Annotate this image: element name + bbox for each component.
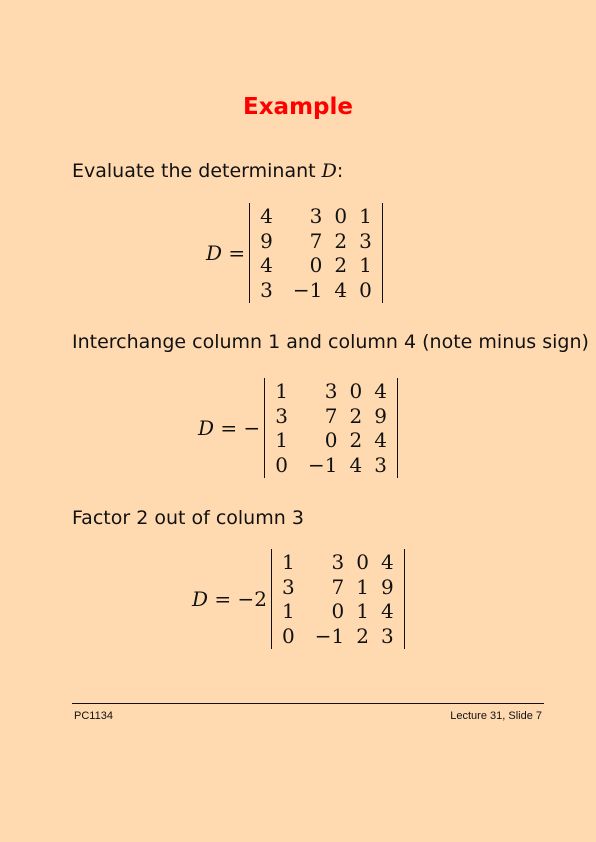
matrix-cell: 0 bbox=[309, 253, 323, 277]
matrix-cell: 9 bbox=[380, 574, 394, 599]
matrix-cell: 2 bbox=[356, 623, 369, 648]
matrix-cell: 1 bbox=[275, 428, 289, 452]
matrix-cell: 0 bbox=[356, 550, 369, 574]
intro-line bbox=[72, 160, 343, 182]
determinant-equation-2 bbox=[198, 378, 398, 478]
matrix-cell: 0 bbox=[331, 599, 345, 623]
matrix-cell: 0 bbox=[324, 428, 338, 452]
matrix-cell: 3 bbox=[282, 574, 295, 599]
matrix-cell: 3 bbox=[374, 452, 387, 477]
matrix-row bbox=[282, 599, 394, 624]
matrix-cell: 2 bbox=[349, 403, 363, 428]
matrix-cell: 4 bbox=[260, 253, 273, 277]
matrix-row bbox=[260, 253, 372, 278]
matrix-cell: −1 bbox=[308, 452, 338, 477]
matrix-cell: 3 bbox=[309, 204, 323, 228]
matrix-cell: 3 bbox=[324, 379, 338, 403]
matrix-cell: 1 bbox=[282, 599, 295, 623]
matrix-row bbox=[260, 204, 372, 229]
matrix-row bbox=[275, 404, 387, 429]
matrix-cell: 1 bbox=[275, 379, 289, 403]
matrix-cell: 7 bbox=[309, 228, 323, 253]
matrix-cell: 3 bbox=[260, 277, 273, 302]
determinant-matrix bbox=[249, 203, 383, 303]
matrix-cell: 1 bbox=[356, 574, 369, 599]
matrix-cell: 4 bbox=[380, 599, 394, 623]
matrix-cell: 3 bbox=[380, 623, 394, 648]
matrix-cell: 1 bbox=[282, 550, 295, 574]
matrix-cell: 7 bbox=[331, 574, 345, 599]
matrix-cell: 4 bbox=[334, 277, 348, 302]
matrix-cell: 9 bbox=[374, 403, 387, 428]
matrix-cell: 1 bbox=[356, 599, 369, 623]
matrix-cell: 0 bbox=[282, 623, 295, 648]
matrix-row bbox=[275, 428, 387, 453]
matrix-cell: 4 bbox=[260, 204, 273, 228]
matrix-cell: 0 bbox=[359, 277, 372, 302]
matrix-cell: 7 bbox=[324, 403, 338, 428]
matrix-cell: 4 bbox=[380, 550, 394, 574]
determinant-matrix bbox=[271, 549, 405, 649]
step-2-line: Factor 2 out of column 3 bbox=[72, 507, 304, 529]
matrix-row bbox=[282, 575, 394, 600]
step-1-line: Interchange column 1 and column 4 (note minus sign) bbox=[72, 331, 589, 353]
matrix-cell: 2 bbox=[334, 228, 348, 253]
equation-lhs: D = −2 bbox=[192, 587, 268, 611]
intro-variable: D bbox=[321, 160, 337, 182]
equation-lhs: D = bbox=[206, 241, 246, 265]
matrix-cell: 3 bbox=[275, 403, 289, 428]
footer-divider bbox=[72, 703, 544, 704]
matrix-row bbox=[260, 278, 372, 303]
intro-text: Evaluate the determinant bbox=[72, 160, 322, 182]
determinant-equation-1 bbox=[206, 203, 383, 303]
matrix-cell: 0 bbox=[275, 452, 289, 477]
matrix-cell: 2 bbox=[334, 253, 348, 277]
intro-colon: : bbox=[336, 160, 344, 182]
determinant-equation-3 bbox=[192, 549, 405, 649]
matrix-cell: 4 bbox=[349, 452, 363, 477]
matrix-row bbox=[275, 379, 387, 404]
matrix-cell: 3 bbox=[331, 550, 345, 574]
matrix-cell: 0 bbox=[334, 204, 348, 228]
slide-title: Example bbox=[243, 94, 353, 120]
footer-course-code: PC1134 bbox=[74, 710, 113, 722]
matrix-cell: 3 bbox=[359, 228, 372, 253]
matrix-cell: 2 bbox=[349, 428, 363, 452]
determinant-matrix bbox=[264, 378, 398, 478]
matrix-row bbox=[275, 453, 387, 478]
matrix-row bbox=[260, 229, 372, 254]
matrix-cell: 9 bbox=[260, 228, 273, 253]
matrix-cell: −1 bbox=[292, 277, 323, 302]
matrix-cell: −1 bbox=[314, 623, 345, 648]
equation-lhs: D = − bbox=[198, 416, 261, 440]
matrix-cell: 0 bbox=[349, 379, 363, 403]
matrix-cell: 1 bbox=[359, 253, 372, 277]
matrix-cell: 4 bbox=[374, 428, 387, 452]
matrix-cell: 4 bbox=[374, 379, 387, 403]
matrix-cell: 1 bbox=[359, 204, 372, 228]
footer-slide-reference: Lecture 31, Slide 7 bbox=[450, 710, 542, 722]
matrix-row bbox=[282, 550, 394, 575]
matrix-row bbox=[282, 624, 394, 649]
